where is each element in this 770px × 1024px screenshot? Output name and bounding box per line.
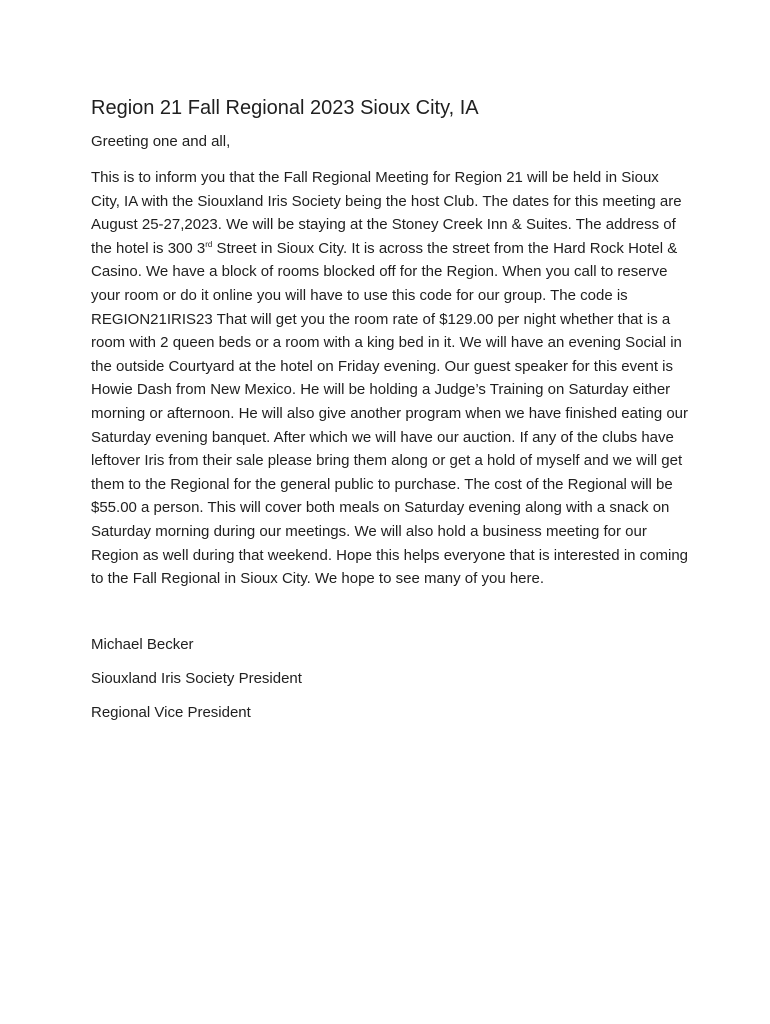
greeting-line: Greeting one and all, [91, 133, 231, 150]
body-text-part-1: This is to inform you that the Fall Regional Meeting for Region 21 will be held in Sioux City, IA with the Siouxland Iris Society being the host Club. The dates for this meeting are August 25-27,2023. We will be staying at the Stoney Creek Inn & Suites. The address of the hotel is 300 3 [91, 169, 682, 257]
signature-name: Michael Becker [91, 635, 194, 653]
body-paragraph [91, 166, 691, 591]
body-text-part-2: Street in Sioux City. It is across the street from the Hard Rock Hotel & Casino. We have a block of rooms blocked off for the Region. When you call to reserve your room or do it online you will have to use this code for our group. The code is REGION21IRIS23 That will get you the room rate of $129.00 per night whether that is a room with 2 queen beds or a room with a king bed in it. We will have an evening Social in the outside Courtyard at the hotel on Friday evening. Our guest speaker for this event is Howie Dash from New Mexico. He will be holding a Judge’s Training on Saturday either morning or afternoon. He will also give another program when we have finished eating our Saturday evening banquet. After which we will have our auction. If any of the clubs have leftover Iris from their sale please bring them along or get a hold of myself and we will get them to the Regional for the general public to purchase. The cost of the Regional will be $55.00 a person. This will cover both meals on Saturday evening along with a snack on Saturday morning during our meetings. We will also hold a business meeting for our Region as well during that weekend. Hope this helps everyone that is interested in coming to the Fall Regional in Sioux City. We hope to see many of you here. [91, 239, 689, 588]
document-page [91, 93, 691, 737]
ordinal-superscript: rd [205, 239, 213, 249]
signature-title-1: Siouxland Iris Society President [91, 669, 302, 687]
signature-title-2: Regional Vice President [91, 703, 251, 721]
signature-block [91, 635, 691, 723]
document-title: Region 21 Fall Regional 2023 Sioux City, IA [91, 97, 479, 119]
